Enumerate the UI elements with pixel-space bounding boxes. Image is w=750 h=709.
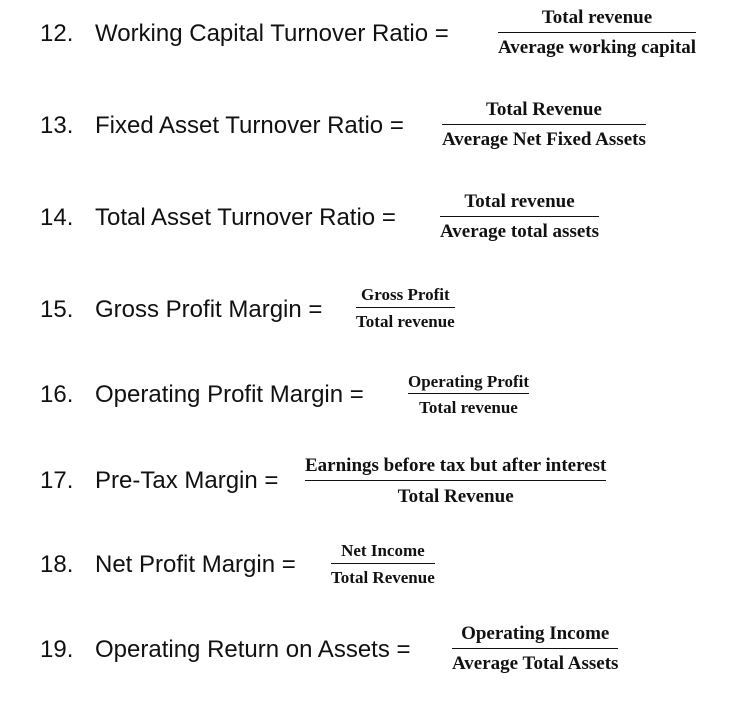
fraction-numerator: Total Revenue [485, 99, 602, 120]
fraction-denominator: Average Net Fixed Assets [442, 129, 646, 150]
formula-row-19 [0, 620, 750, 680]
formula-name-text: Operating Profit Margin [95, 381, 344, 408]
fraction-numerator: Earnings before tax but after interest [305, 455, 607, 476]
formula-name-text: Working Capital Turnover Ratio [95, 20, 429, 47]
formula-name [95, 114, 404, 138]
fraction-denominator: Average Total Assets [452, 653, 619, 674]
fraction-numerator: Operating Profit [408, 372, 530, 391]
fraction [498, 8, 696, 57]
formula-name [95, 383, 364, 407]
fraction [356, 286, 455, 330]
formula-name [95, 553, 296, 577]
fraction-denominator: Total revenue [356, 312, 455, 331]
formula-row-13 [0, 96, 750, 156]
fraction-denominator: Average total assets [440, 221, 599, 242]
formula-name-text: Fixed Asset Turnover Ratio [95, 112, 384, 139]
equals-sign: = [308, 296, 323, 323]
formula-row-12 [0, 4, 750, 64]
formula-name-text: Pre-Tax Margin [95, 467, 258, 494]
formula-name-text: Net Profit Margin [95, 551, 276, 578]
formula-row-15 [0, 282, 750, 342]
formula-name [95, 469, 278, 493]
equals-sign: = [389, 112, 404, 139]
formula-name-text: Total Asset Turnover Ratio [95, 204, 376, 231]
fraction [331, 542, 435, 586]
fraction-numerator: Total revenue [541, 7, 653, 28]
formula-name-text: Gross Profit Margin [95, 296, 302, 323]
formula-row-18 [0, 538, 750, 598]
equals-sign: = [434, 20, 449, 47]
formula-name-text: Operating Return on Assets [95, 636, 390, 663]
formula-row-16 [0, 368, 750, 428]
fraction-numerator: Operating Income [461, 623, 610, 644]
fraction [305, 456, 606, 506]
equals-sign: = [381, 204, 396, 231]
formula-name [95, 206, 396, 230]
fraction [442, 100, 646, 149]
formula-number: 14. [40, 204, 74, 231]
fraction [408, 373, 529, 416]
fraction [440, 192, 599, 241]
formula-name [95, 298, 322, 322]
fraction-denominator: Average working capital [498, 37, 697, 58]
formula-number: 16. [40, 381, 74, 408]
fraction-numerator: Gross Profit [361, 285, 450, 304]
formula-row-17 [0, 452, 750, 512]
formula-number: 15. [40, 296, 74, 323]
fraction-numerator: Net Income [341, 541, 425, 560]
formula-number: 18. [40, 551, 74, 578]
equals-sign: = [281, 551, 296, 578]
formula-number: 13. [40, 112, 74, 139]
fraction-denominator: Total Revenue [331, 568, 435, 587]
formula-name [95, 22, 449, 46]
formula-number: 12. [40, 20, 74, 47]
equals-sign: = [396, 636, 411, 663]
formula-number: 19. [40, 636, 74, 663]
equals-sign: = [264, 467, 279, 494]
equals-sign: = [349, 381, 364, 408]
fraction [452, 624, 618, 673]
fraction-numerator: Total revenue [464, 191, 575, 212]
formula-row-14 [0, 188, 750, 248]
fraction-denominator: Total Revenue [397, 486, 514, 507]
formula-number: 17. [40, 467, 74, 494]
formula-name [95, 638, 411, 662]
fraction-denominator: Total revenue [419, 398, 518, 417]
